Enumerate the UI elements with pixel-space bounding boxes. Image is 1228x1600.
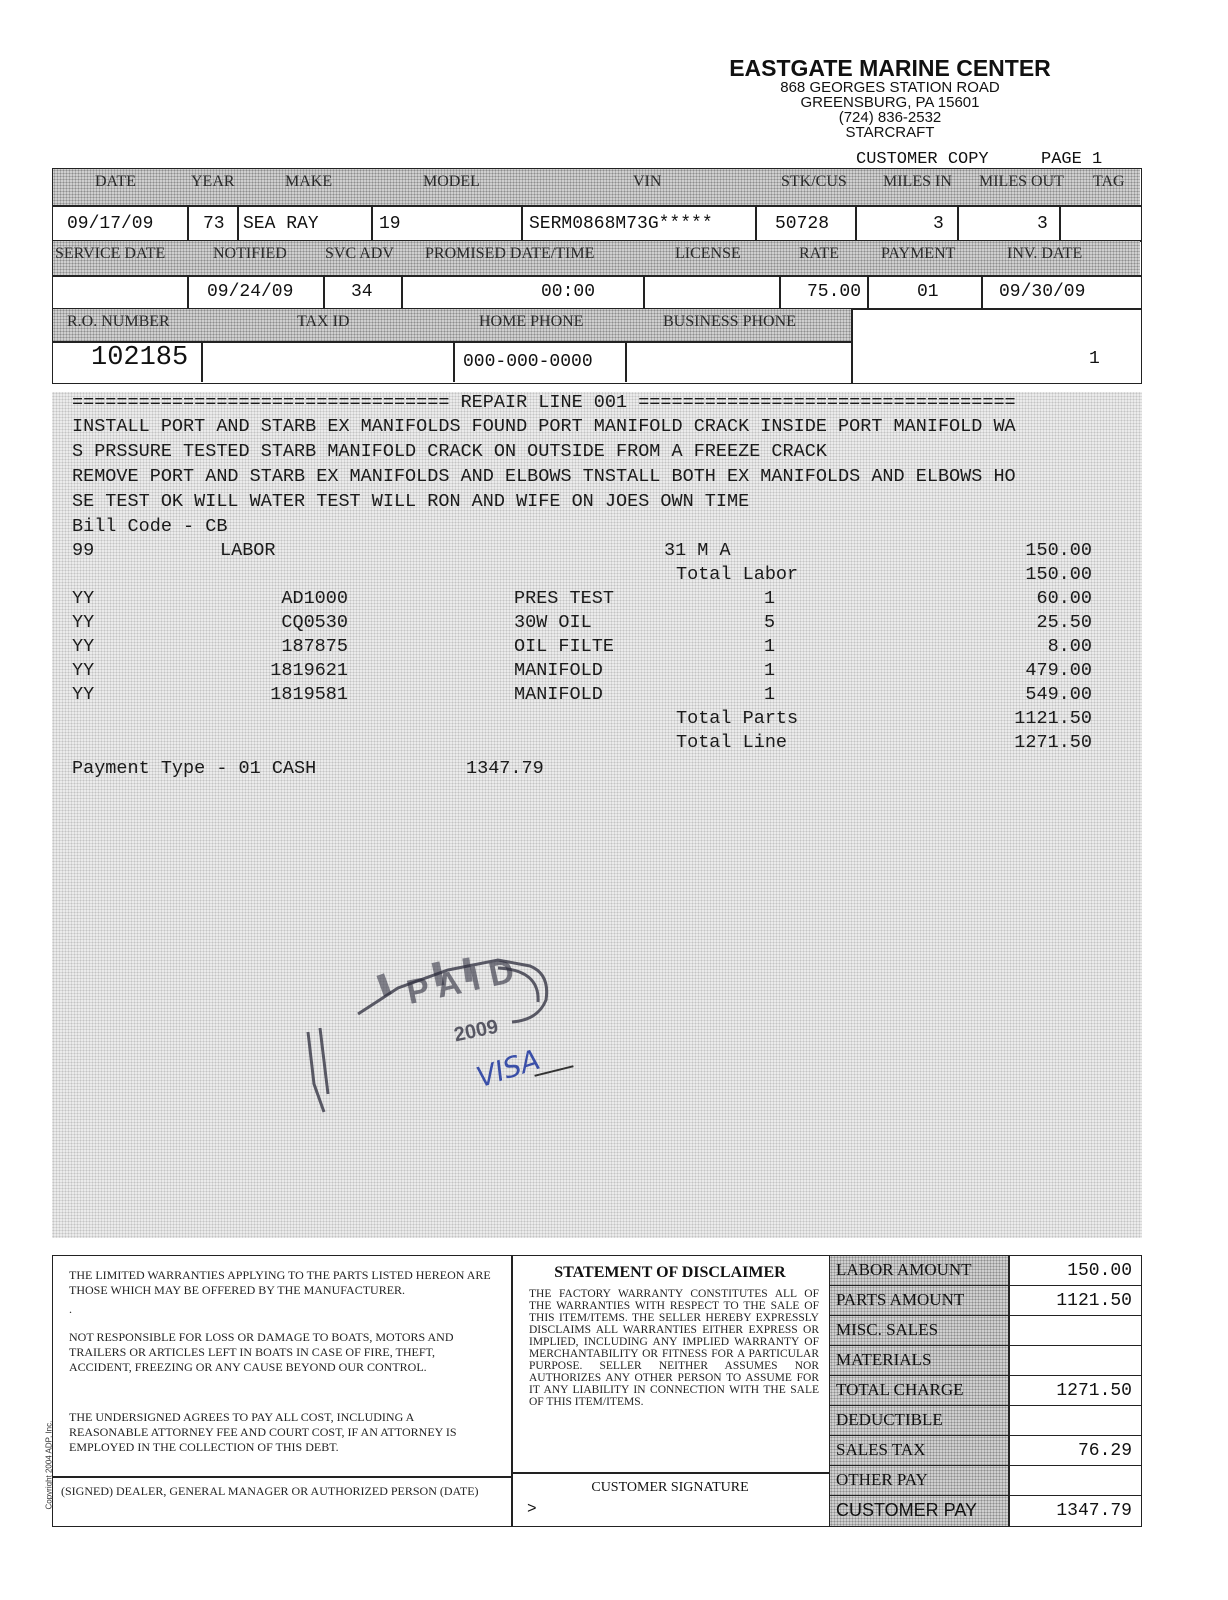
totals-value: 1121.50 bbox=[1056, 1291, 1132, 1311]
totals-label: CUSTOMER PAY bbox=[836, 1500, 978, 1520]
part-amount: 479.00 bbox=[1025, 660, 1092, 681]
repair-desc-1: INSTALL PORT AND STARB EX MANIFOLDS FOUND PORT MANIFOLD CRACK INSIDE PORT MANIFOLD WA bbox=[72, 416, 1016, 437]
label-license: LICENSE bbox=[675, 245, 741, 262]
notified-value: 09/24/09 bbox=[207, 282, 294, 302]
warranty-notice: THE LIMITED WARRANTIES APPLYING TO THE PARTS LISTED HEREON ARE THOSE WHICH MAY BE OFFERED BY THE MANUFACTURER. bbox=[69, 1268, 491, 1297]
customer-sig-divider bbox=[511, 1472, 829, 1474]
part-code: YY bbox=[72, 636, 95, 657]
parts-row bbox=[52, 636, 1142, 660]
totals-label: TOTAL CHARGE bbox=[836, 1380, 964, 1399]
paid-stamp-year: 2009 bbox=[452, 1015, 501, 1047]
labor-tech: 31 M A bbox=[664, 540, 731, 561]
part-amount: 60.00 bbox=[1036, 588, 1092, 609]
parts-row bbox=[52, 588, 1142, 612]
home-phone-value: 000-000-0000 bbox=[463, 352, 593, 372]
rate-value: 75.00 bbox=[807, 282, 862, 302]
total-line-value: 1271.50 bbox=[1014, 732, 1092, 753]
part-number: 1819581 bbox=[270, 684, 348, 705]
label-payment: PAYMENT bbox=[881, 245, 956, 262]
svc-adv-value: 34 bbox=[351, 282, 373, 302]
warranty-dot: . bbox=[69, 1302, 72, 1316]
repair-desc-4: SE TEST OK WILL WATER TEST WILL RON AND WIFE ON JOES OWN TIME bbox=[72, 491, 750, 512]
part-qty: 1 bbox=[764, 684, 776, 705]
part-qty: 1 bbox=[764, 588, 776, 609]
part-qty: 1 bbox=[764, 636, 776, 657]
part-desc: PRES TEST bbox=[514, 588, 614, 609]
paid-stamp bbox=[288, 944, 618, 1114]
customer-signature-field[interactable]: > bbox=[527, 1500, 537, 1518]
page-label: PAGE 1 bbox=[1041, 150, 1103, 169]
totals-row-materials bbox=[830, 1346, 1142, 1376]
totals-table bbox=[830, 1256, 1142, 1526]
date-value: 09/17/09 bbox=[67, 214, 154, 234]
customer-signature-label: CUSTOMER SIGNATURE bbox=[591, 1480, 749, 1495]
part-code: YY bbox=[72, 684, 95, 705]
label-miles-in: MILES IN bbox=[883, 173, 952, 190]
part-desc: MANIFOLD bbox=[514, 660, 603, 681]
copyright-notice: Copyright 2004 ADP, Inc. bbox=[44, 1420, 54, 1510]
total-labor-value: 150.00 bbox=[1025, 564, 1092, 585]
part-desc: OIL FILTE bbox=[514, 636, 614, 657]
labor-code: 99 bbox=[72, 540, 95, 561]
copy-label: CUSTOMER COPY bbox=[856, 150, 989, 169]
label-service-date: SERVICE DATE bbox=[55, 245, 166, 262]
label-model: MODEL bbox=[423, 173, 480, 190]
part-amount: 549.00 bbox=[1025, 684, 1092, 705]
label-year: YEAR bbox=[191, 173, 235, 190]
repair-desc-2: S PRSSURE TESTED STARB MANIFOLD CRACK ON OUTSIDE FROM A FREEZE CRACK bbox=[72, 441, 827, 462]
totals-label: SALES TAX bbox=[836, 1440, 926, 1459]
promised-value: 00:00 bbox=[541, 282, 596, 302]
disclaimer-text: THE FACTORY WARRANTY CONSTITUTES ALL OF THE WARRANTIES WITH RESPECT TO THE SALE OF THIS ITEM/ITEMS. THE SELLER HEREBY EXPRESSLY DISCLAIMS ALL WARRANTIES EITHER EXPRESS OR IMPLIED, INCLUDING ANY IMPLIED WARRANTY OF MERCHANTABILITY OR FITNESS FOR A PARTICULAR PURPOSE. SELLER NEITHER ASSUMES NOR AUTHORIZES ANY OTHER PERSON TO ASSUME FOR IT ANY LIABILITY IN CONNECTION WITH THE SALE OF THIS ITEM/ITEMS. bbox=[529, 1288, 819, 1408]
label-business-phone: BUSINESS PHONE bbox=[663, 313, 796, 330]
row2-values bbox=[53, 276, 1140, 308]
payment-value: 01 bbox=[917, 282, 939, 302]
totals-row-other-pay bbox=[830, 1466, 1142, 1496]
parts-list bbox=[52, 588, 1142, 710]
dealer-brand: STARCRAFT bbox=[845, 124, 935, 141]
part-number: 187875 bbox=[281, 636, 348, 657]
label-make: MAKE bbox=[285, 173, 333, 190]
label-date: DATE bbox=[95, 173, 136, 190]
part-desc: 30W OIL bbox=[514, 612, 592, 633]
part-number: 1819621 bbox=[270, 660, 348, 681]
label-tax-id: TAX ID bbox=[297, 313, 350, 330]
totals-label: OTHER PAY bbox=[836, 1470, 928, 1489]
row3-right-divider bbox=[851, 309, 853, 383]
parts-row bbox=[52, 612, 1142, 636]
total-line-label: Total Line bbox=[676, 732, 788, 753]
row1-label-band bbox=[53, 169, 1140, 205]
labor-desc: LABOR bbox=[220, 540, 276, 561]
parts-row bbox=[52, 684, 1142, 708]
label-notified: NOTIFIED bbox=[213, 245, 287, 262]
part-code: YY bbox=[72, 612, 95, 633]
totals-label: DEDUCTIBLE bbox=[836, 1410, 943, 1429]
handwritten-visa: VISA bbox=[472, 1042, 544, 1095]
row2-label-band bbox=[53, 241, 1140, 275]
labor-amount: 150.00 bbox=[1025, 540, 1092, 561]
liability-notice: NOT RESPONSIBLE FOR LOSS OR DAMAGE TO BOATS, MOTORS AND TRAILERS OR ARTICLES LEFT IN BOATS IN CASE OF FIRE, THEFT, ACCIDENT, FREEZING OR ANY CAUSE BEYOND OUR CONTROL. bbox=[69, 1330, 454, 1374]
label-miles-out: MILES OUT bbox=[979, 173, 1064, 190]
footer-panel bbox=[52, 1255, 1142, 1527]
year-value: 73 bbox=[203, 214, 225, 234]
model-value: 19 bbox=[379, 214, 401, 234]
totals-label: LABOR AMOUNT bbox=[836, 1260, 972, 1279]
dealer-address-2: GREENSBURG, PA 15601 bbox=[800, 94, 980, 111]
label-tag: TAG bbox=[1093, 173, 1125, 190]
ro-info-table bbox=[52, 168, 1142, 384]
miles-in-value: 3 bbox=[933, 214, 944, 234]
label-stk-cus: STK/CUS bbox=[781, 173, 847, 190]
repair-desc-3: REMOVE PORT AND STARB EX MANIFOLDS AND ELBOWS TNSTALL BOTH EX MANIFOLDS AND ELBOWS HO bbox=[72, 466, 1016, 487]
label-svc-adv: SVC ADV bbox=[325, 245, 394, 262]
part-number: CQ0530 bbox=[281, 612, 348, 633]
label-inv-date: INV. DATE bbox=[1007, 245, 1083, 262]
label-ro-number: R.O. NUMBER bbox=[67, 313, 170, 330]
vin-value: SERM0868M73G***** bbox=[529, 214, 713, 234]
part-code: YY bbox=[72, 660, 95, 681]
totals-value: 1347.79 bbox=[1056, 1501, 1132, 1521]
repair-body bbox=[52, 392, 1142, 1238]
paid-stamp-text: PAID bbox=[403, 950, 528, 1012]
row3-label-band bbox=[53, 309, 851, 341]
totals-value: 1271.50 bbox=[1056, 1381, 1132, 1401]
inv-date-value: 09/30/09 bbox=[999, 282, 1086, 302]
total-parts-label: Total Parts bbox=[676, 708, 799, 729]
ro-count-value: 1 bbox=[1089, 349, 1100, 369]
part-amount: 8.00 bbox=[1047, 636, 1092, 657]
make-value: SEA RAY bbox=[243, 214, 319, 234]
totals-row-sales-tax bbox=[830, 1436, 1142, 1466]
totals-row-total-charge bbox=[830, 1376, 1142, 1406]
bill-code: Bill Code - CB bbox=[72, 516, 228, 537]
stk-value: 50728 bbox=[775, 214, 830, 234]
dealer-header bbox=[700, 56, 1080, 140]
label-home-phone: HOME PHONE bbox=[479, 313, 584, 330]
dealer-name: EASTGATE MARINE CENTER bbox=[729, 55, 1051, 81]
part-qty: 5 bbox=[764, 612, 776, 633]
repair-line-header: ================================== REPAIR LINE 001 ================================== bbox=[72, 392, 1016, 413]
miles-out-value: 3 bbox=[1037, 214, 1048, 234]
row1-values bbox=[53, 206, 1140, 240]
totals-row-labor bbox=[830, 1256, 1142, 1286]
label-vin: VIN bbox=[633, 173, 662, 190]
totals-label: PARTS AMOUNT bbox=[836, 1290, 965, 1309]
totals-value: 150.00 bbox=[1067, 1261, 1132, 1281]
totals-row-misc bbox=[830, 1316, 1142, 1346]
disclaimer-title: STATEMENT OF DISCLAIMER bbox=[554, 1264, 786, 1281]
signed-divider bbox=[53, 1476, 511, 1478]
parts-row bbox=[52, 660, 1142, 684]
dealer-address-1: 868 GEORGES STATION ROAD bbox=[780, 79, 1000, 96]
part-amount: 25.50 bbox=[1036, 612, 1092, 633]
part-qty: 1 bbox=[764, 660, 776, 681]
collection-notice: THE UNDERSIGNED AGREES TO PAY ALL COST, INCLUDING A REASONABLE ATTORNEY FEE AND COURT COST, IF AN ATTORNEY IS EMPLOYED IN THE COLLECTION OF THIS DEBT. bbox=[69, 1410, 457, 1454]
totals-value: 76.29 bbox=[1077, 1441, 1132, 1461]
part-number: AD1000 bbox=[281, 588, 348, 609]
dealer-signature-label: (SIGNED) DEALER, GENERAL MANAGER OR AUTHORIZED PERSON (DATE) bbox=[61, 1484, 479, 1498]
totals-row-parts bbox=[830, 1286, 1142, 1316]
total-labor-label: Total Labor bbox=[676, 564, 799, 585]
label-promised: PROMISED DATE/TIME bbox=[425, 245, 595, 262]
part-code: YY bbox=[72, 588, 95, 609]
ro-number-value: 102185 bbox=[91, 343, 189, 373]
totals-row-deductible bbox=[830, 1406, 1142, 1436]
part-desc: MANIFOLD bbox=[514, 684, 603, 705]
label-rate: RATE bbox=[799, 245, 839, 262]
row3-values bbox=[53, 342, 851, 382]
dealer-phone: (724) 836-2532 bbox=[838, 109, 942, 126]
totals-label: MISC. SALES bbox=[836, 1320, 939, 1339]
total-parts-value: 1121.50 bbox=[1014, 708, 1092, 729]
totals-label: MATERIALS bbox=[836, 1350, 932, 1369]
totals-row-customer-pay bbox=[830, 1496, 1142, 1526]
payment-type: Payment Type - 01 CASH bbox=[72, 758, 317, 779]
payment-amount: 1347.79 bbox=[466, 758, 544, 779]
